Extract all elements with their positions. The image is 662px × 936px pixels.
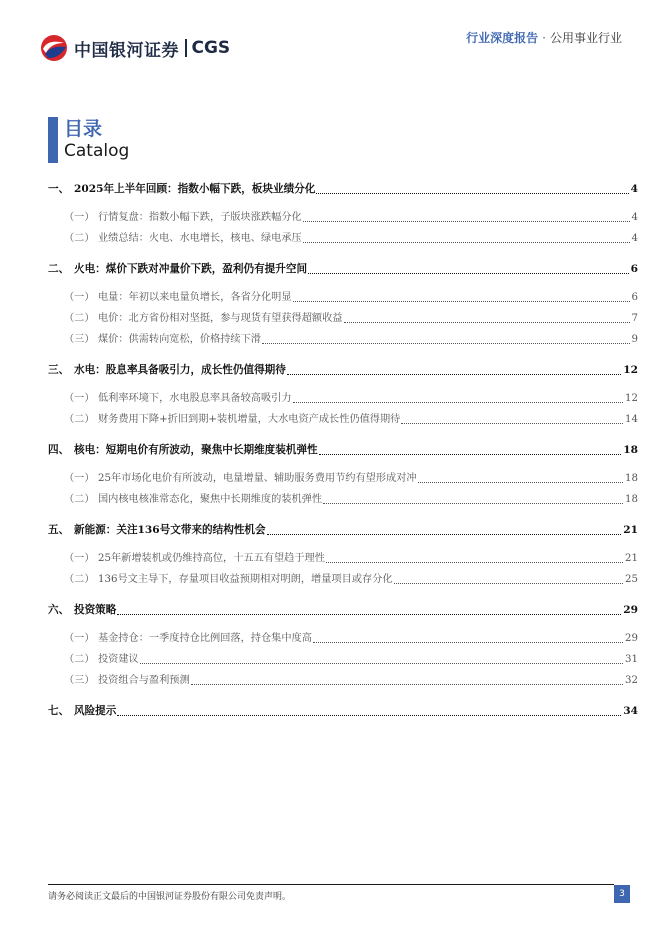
toc-dot-leader xyxy=(394,583,624,584)
toc-spacer xyxy=(48,350,638,357)
toc-spacer xyxy=(48,200,638,207)
toc-spacer xyxy=(48,691,638,698)
toc-subsection[interactable] xyxy=(48,628,638,649)
toc-page-number: 18 xyxy=(623,444,638,456)
toc-page-number: 34 xyxy=(623,705,638,717)
toc-spacer xyxy=(48,430,638,437)
toc-entry-title: 电价：北方省份相对坚挺，参与现货有望获得超额收益 xyxy=(98,313,343,324)
brand-name-en: CGS xyxy=(191,38,231,58)
toc-entry-title: 2025年上半年回顾：指数小幅下跌，板块业绩分化 xyxy=(74,183,316,195)
toc-entry-number: （二） xyxy=(64,414,95,425)
toc-entry-number: 一、 xyxy=(48,183,70,195)
toc-spacer xyxy=(48,280,638,287)
toc-page-number: 6 xyxy=(630,263,638,275)
toc-entry-number: （一） xyxy=(64,633,95,644)
toc-entry-title: 投资策略 xyxy=(74,604,117,616)
toc-section[interactable] xyxy=(48,520,638,541)
toc-dot-leader xyxy=(344,322,630,323)
toc-dot-leader xyxy=(117,715,621,716)
toc-entry-title: 投资组合与盈利预测 xyxy=(98,675,190,686)
toc-dot-leader xyxy=(293,301,630,302)
toc-page-number: 9 xyxy=(631,334,638,345)
toc-spacer xyxy=(48,590,638,597)
toc-entry-title: 基金持仓：一季度持仓比例回落，持仓集中度高 xyxy=(98,633,312,644)
toc-entry-title: 25年新增装机或仍维持高位，十五五有望趋于理性 xyxy=(98,553,325,564)
toc-entry-title: 行情复盘：指数小幅下跌，子版块涨跌幅分化 xyxy=(98,212,302,223)
toc-page-number: 4 xyxy=(631,212,638,223)
toc-entry-number: （二） xyxy=(64,654,95,665)
toc-entry-number: （三） xyxy=(64,334,95,345)
toc-entry-number: （二） xyxy=(64,574,95,585)
toc-subsection[interactable] xyxy=(48,468,638,489)
toc-section[interactable] xyxy=(48,440,638,461)
toc-subsection[interactable] xyxy=(48,228,638,249)
toc-dot-leader xyxy=(117,614,621,615)
toc-entry-number: （二） xyxy=(64,494,95,505)
toc-section[interactable] xyxy=(48,600,638,621)
toc-page-number: 4 xyxy=(631,233,638,244)
toc-spacer xyxy=(48,621,638,628)
toc-entry-title: 水电：股息率具备吸引力，成长性仍值得期待 xyxy=(74,364,286,376)
toc-entry-number: 四、 xyxy=(48,444,70,456)
toc-page-number: 18 xyxy=(625,494,638,505)
toc-entry-title: 低利率环境下，水电股息率具备较高吸引力 xyxy=(98,393,292,404)
toc-dot-leader xyxy=(191,684,623,685)
toc-dot-leader xyxy=(262,343,630,344)
toc-dot-leader xyxy=(287,374,621,375)
toc-entry-title: 风险提示 xyxy=(74,705,117,717)
toc-page-number: 31 xyxy=(625,654,638,665)
toc-subsection[interactable] xyxy=(48,569,638,590)
toc-page-number: 7 xyxy=(631,313,638,324)
toc-dot-leader xyxy=(308,273,629,274)
toc-dot-leader xyxy=(303,221,630,222)
toc-entry-number: （二） xyxy=(64,233,95,244)
toc-page-number: 6 xyxy=(631,292,638,303)
toc-spacer xyxy=(48,381,638,388)
toc-spacer xyxy=(48,510,638,517)
toc-entry-title: 财务费用下降+折旧到期+装机增量，大水电资产成长性仍值得期待 xyxy=(98,414,401,425)
toc-dot-leader xyxy=(267,534,622,535)
toc-entry-title: 煤价：供需转向宽松，价格持续下滑 xyxy=(98,334,261,345)
toc-section[interactable] xyxy=(48,360,638,381)
toc-dot-leader xyxy=(293,402,623,403)
table-of-contents xyxy=(48,176,638,729)
toc-page-number: 25 xyxy=(625,574,638,585)
toc-entry-number: 三、 xyxy=(48,364,70,376)
toc-entry-title: 投资建议 xyxy=(98,654,139,665)
toc-dot-leader xyxy=(326,562,623,563)
brand-logo xyxy=(40,34,230,62)
toc-page-number: 14 xyxy=(625,414,638,425)
report-type: 行业深度报告 xyxy=(466,31,539,45)
toc-entry-number: （一） xyxy=(64,393,95,404)
toc-subsection[interactable] xyxy=(48,548,638,569)
title-en: Catalog xyxy=(64,141,130,161)
toc-subsection[interactable] xyxy=(48,409,638,430)
toc-subsection[interactable] xyxy=(48,287,638,308)
toc-entry-title: 新能源：关注136号文带来的结构性机会 xyxy=(74,524,266,536)
toc-subsection[interactable] xyxy=(48,388,638,409)
cgs-logo-icon xyxy=(40,34,68,62)
title-accent-bar xyxy=(48,117,58,163)
toc-entry-number: 六、 xyxy=(48,604,70,616)
brand-divider xyxy=(185,39,187,57)
toc-dot-leader xyxy=(323,503,623,504)
toc-spacer xyxy=(48,249,638,256)
title-cn: 目录 xyxy=(64,118,103,140)
toc-page-number: 21 xyxy=(623,524,638,536)
toc-entry-number: （一） xyxy=(64,473,95,484)
toc-spacer xyxy=(48,722,638,729)
brand-name-cn: 中国银河证券 xyxy=(74,40,179,61)
toc-page-number: 21 xyxy=(625,553,638,564)
toc-page-number: 12 xyxy=(623,364,638,376)
toc-subsection[interactable] xyxy=(48,670,638,691)
industry-label: 公用事业行业 xyxy=(549,31,622,45)
toc-entry-title: 核电：短期电价有所波动，聚焦中长期维度装机弹性 xyxy=(74,444,318,456)
toc-spacer xyxy=(48,541,638,548)
toc-dot-leader xyxy=(303,242,630,243)
toc-dot-leader xyxy=(140,663,623,664)
toc-page-number: 32 xyxy=(625,675,638,686)
toc-page-number: 29 xyxy=(625,633,638,644)
toc-page-number: 29 xyxy=(623,604,638,616)
footer-divider xyxy=(48,884,614,885)
toc-entry-number: （一） xyxy=(64,292,95,303)
toc-entry-title: 火电：煤价下跌对冲量价下跌，盈利仍有提升空间 xyxy=(74,263,308,275)
toc-spacer xyxy=(48,461,638,468)
toc-entry-number: （三） xyxy=(64,675,95,686)
toc-page-number: 4 xyxy=(630,183,638,195)
toc-dot-leader xyxy=(418,482,623,483)
toc-subsection[interactable] xyxy=(48,489,638,510)
toc-entry-title: 25年市场化电价有所波动，电量增量、辅助服务费用节约有望形成对冲 xyxy=(98,473,417,484)
toc-dot-leader xyxy=(316,193,628,194)
toc-dot-leader xyxy=(313,642,623,643)
toc-entry-number: 五、 xyxy=(48,524,70,536)
toc-entry-title: 136号文主导下，存量项目收益预期相对明朗，增量项目或存分化 xyxy=(98,574,393,585)
page-number: 3 xyxy=(614,885,630,903)
toc-section[interactable] xyxy=(48,701,638,722)
header-separator: · xyxy=(542,31,546,45)
footer-disclaimer: 请务必阅读正文最后的中国银河证券股份有限公司免责声明。 xyxy=(48,892,292,902)
toc-section[interactable] xyxy=(48,259,638,280)
toc-entry-number: （一） xyxy=(64,553,95,564)
toc-subsection[interactable] xyxy=(48,649,638,670)
toc-entry-title: 电量：年初以来电量负增长，各省分化明显 xyxy=(98,292,292,303)
report-category xyxy=(466,29,622,46)
toc-subsection[interactable] xyxy=(48,329,638,350)
toc-page-number: 18 xyxy=(625,473,638,484)
toc-dot-leader xyxy=(401,423,623,424)
toc-entry-number: （二） xyxy=(64,313,95,324)
toc-dot-leader xyxy=(319,454,622,455)
toc-entry-number: 二、 xyxy=(48,263,70,275)
toc-section[interactable] xyxy=(48,179,638,200)
toc-entry-title: 业绩总结：火电、水电增长，核电、绿电承压 xyxy=(98,233,302,244)
toc-subsection[interactable] xyxy=(48,308,638,329)
toc-page-number: 12 xyxy=(625,393,638,404)
toc-entry-number: 七、 xyxy=(48,705,70,717)
toc-entry-title: 国内核电核准常态化，聚焦中长期维度的装机弹性 xyxy=(98,494,323,505)
page-header xyxy=(0,0,662,70)
toc-entry-number: （一） xyxy=(64,212,95,223)
toc-subsection[interactable] xyxy=(48,207,638,228)
